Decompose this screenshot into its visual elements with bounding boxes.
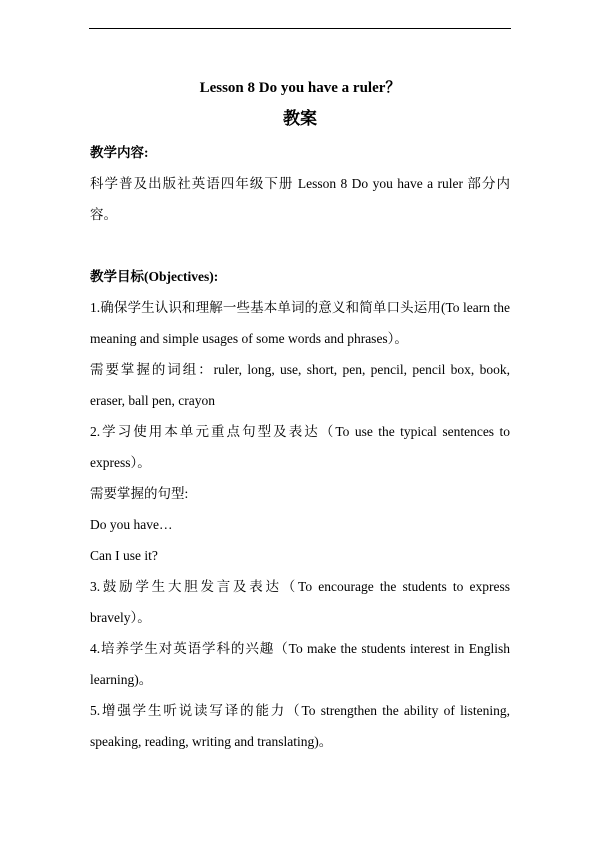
section-spacer [90,230,510,261]
objective-2-sentence-1: Do you have… [90,517,173,532]
objective-1-words: 需要掌握的词组：ruler, long, use, short, pen, pencil, pencil box, book, eraser, ball pen, crayon [90,362,510,408]
lesson-title: Lesson 8 Do you have a ruler？ [199,80,401,96]
objective-2-sentence-2: Can I use it? [90,548,158,563]
document-body [90,75,510,757]
objectives-heading: 教学目标(Objectives): [90,269,219,284]
objective-3: 3.鼓励学生大胆发言及表达（To encourage the students to express bravely）。 [90,579,510,625]
objective-2: 2.学习使用本单元重点句型及表达（To use the typical sentences to express）。 [90,424,510,470]
objective-2-label: 需要掌握的句型: [90,486,189,501]
objective-1: 1.确保学生认识和理解一些基本单词的意义和简单口头运用(To learn the meaning and simple usages of some words and phrases）。 [90,300,510,346]
lesson-subtitle: 教案 [283,109,317,128]
content-text: 科学普及出版社英语四年级下册 Lesson 8 Do you have a ruler 部分内容。 [90,176,510,222]
objective-5: 5.增强学生听说读写译的能力（To strengthen the ability of listening, speaking, reading, writing and translating)。 [90,703,510,749]
objective-4: 4.培养学生对英语学科的兴趣（To make the students interest in English learning)。 [90,641,510,687]
header-rule [89,28,511,29]
content-heading: 教学内容: [90,145,149,160]
